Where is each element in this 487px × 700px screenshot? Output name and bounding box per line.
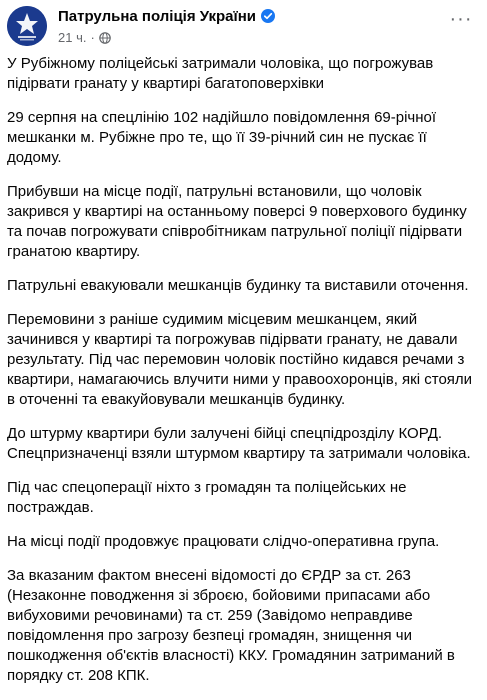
meta-separator: · — [90, 30, 95, 45]
page-name[interactable] — [58, 8, 275, 25]
post-paragraph: До штурму квартири були залучені бійці спецпідрозділу КОРД. Спецпризначенці взяли штурмом квартиру та затримали чоловіка. — [7, 425, 471, 462]
police-logo-icon — [7, 6, 47, 46]
avatar[interactable] — [7, 6, 47, 46]
post-paragraph: Перемовини з раніше судимим місцевим мешканцем, який зачинився у квартирі та погрожував підірвати гранату, не давали результату. Під час перемовин чоловік постійно кидався речами з квартири, намагаючись влучити ними у правоохоронців, які стояли в оточенні та евакуйовували мешканців будинку. — [7, 311, 473, 408]
post-paragraph: У Рубіжному поліцейські затримали чоловіка, що погрожував підірвати гранату у квартирі багатоповерхівки — [7, 55, 434, 92]
more-options-button[interactable]: ··· — [449, 8, 473, 30]
post-timestamp[interactable]: 21 ч. — [58, 30, 87, 45]
post-paragraph: Патрульні евакуювали мешканців будинку та виставили оточення. — [7, 277, 469, 294]
post-meta — [58, 30, 111, 45]
page-name-label[interactable]: Патрульна поліція України — [58, 8, 257, 25]
post-header — [0, 0, 487, 52]
post-paragraph: На місці події продовжує працювати слідчо-оперативна група. — [7, 533, 440, 550]
post-paragraph: Прибувши на місце події, патрульні встановили, що чоловік закрився у квартирі на останньому поверсі 9 поверхового будинку та почав погрожувати співробітникам патрульної поліції підірвати гранатою квартиру. — [7, 183, 467, 260]
post-paragraph: Під час спецоперації ніхто з громадян та поліцейських не постраждав. — [7, 479, 407, 516]
post-paragraph: 29 серпня на спецлінію 102 надійшло повідомлення 69-річної мешканки м. Рубіжне про те, що її 39-річний син не пускає її додому. — [7, 109, 437, 166]
globe-icon[interactable] — [99, 32, 111, 44]
post-paragraph: За вказаним фактом внесені відомості до ЄРДР за ст. 263 (Незаконне поводження зі зброєю, бойовими припасами або вибуховими речовинами) та ст. 259 (Завідомо неправдиве повідомлення про загрозу безпеці громадян, знищення чи пошкодження об'єктів власності) ККУ. Громадянин затриманий в порядку ст. 208 КПК. — [7, 567, 455, 684]
post-body — [7, 54, 479, 700]
verified-badge-icon — [261, 9, 275, 23]
